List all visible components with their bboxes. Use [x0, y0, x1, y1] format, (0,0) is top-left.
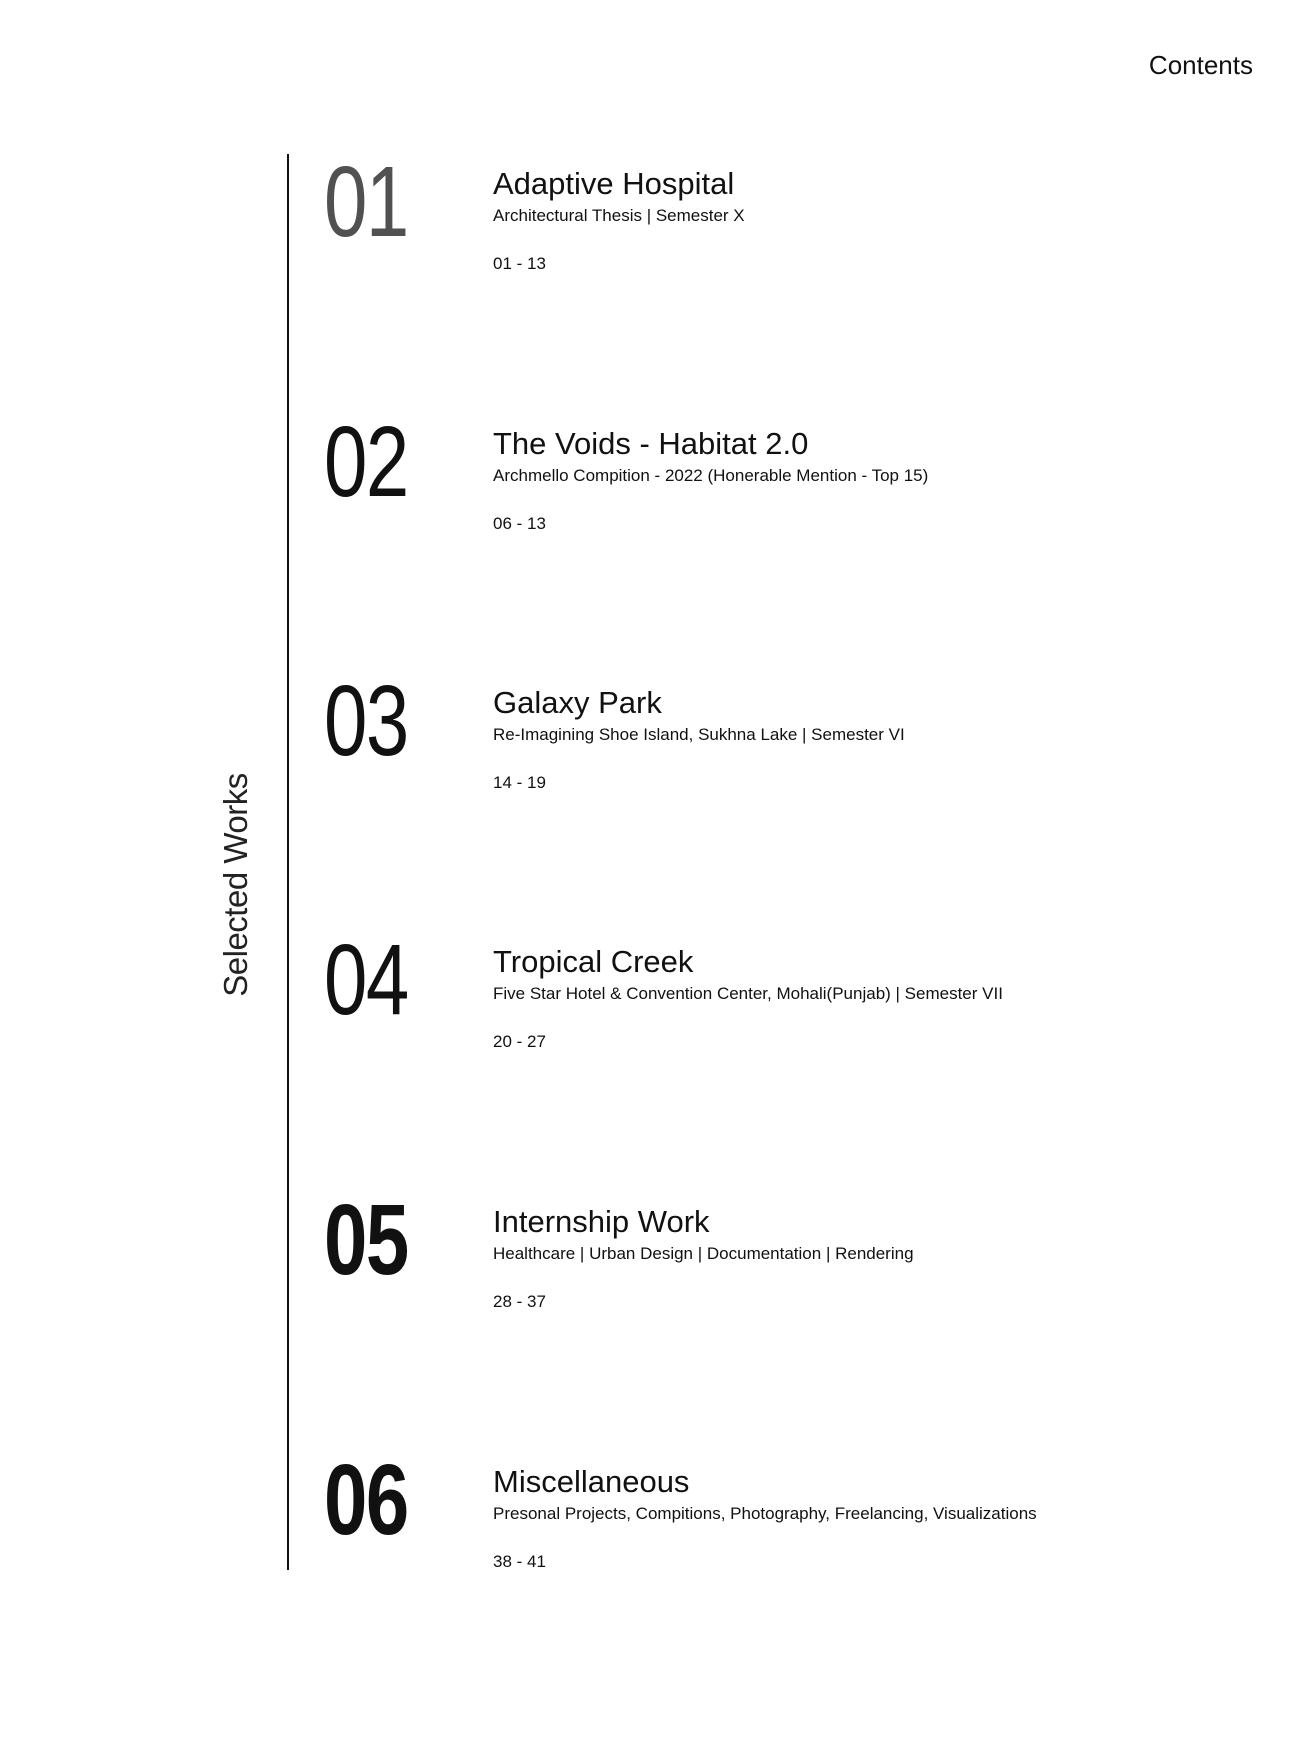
entry-number: 05	[324, 1184, 408, 1296]
side-label: Selected Works	[217, 773, 254, 997]
entry-number: 01	[324, 146, 408, 258]
page-heading: Contents	[1148, 50, 1253, 80]
entry-title: The Voids - Habitat 2.0	[493, 426, 809, 461]
entry-subtitle: Architectural Thesis | Semester X	[493, 206, 745, 225]
contents-entry-3[interactable]	[0, 665, 1315, 911]
entry-title: Internship Work	[493, 1204, 710, 1239]
contents-entry-6[interactable]	[0, 1444, 1315, 1690]
entry-subtitle: Archmello Compition - 2022 (Honerable Mention - Top 15)	[493, 466, 929, 485]
entry-pages: 01 - 13	[493, 254, 546, 273]
entry-subtitle: Re-Imagining Shoe Island, Sukhna Lake | Semester VI	[493, 725, 905, 744]
entry-subtitle: Presonal Projects, Compitions, Photography, Freelancing, Visualizations	[493, 1504, 1037, 1523]
contents-entry-1[interactable]	[0, 146, 1315, 392]
entry-pages: 28 - 37	[493, 1292, 546, 1311]
entry-subtitle: Five Star Hotel & Convention Center, Mohali(Punjab) | Semester VII	[493, 984, 1003, 1003]
entry-pages: 38 - 41	[493, 1552, 546, 1571]
entry-title: Galaxy Park	[493, 685, 662, 720]
entry-pages: 14 - 19	[493, 773, 546, 792]
entry-number: 03	[324, 665, 408, 777]
entry-title: Adaptive Hospital	[493, 166, 735, 201]
entry-number: 06	[324, 1444, 408, 1556]
contents-entry-4[interactable]	[0, 924, 1315, 1170]
entry-number: 02	[324, 406, 408, 518]
entry-number: 04	[324, 924, 408, 1036]
entry-pages: 20 - 27	[493, 1032, 546, 1051]
contents-entry-2[interactable]	[0, 406, 1315, 652]
contents-entry-5[interactable]	[0, 1184, 1315, 1430]
entry-title: Tropical Creek	[493, 944, 694, 979]
entry-title: Miscellaneous	[493, 1464, 690, 1499]
entry-pages: 06 - 13	[493, 514, 546, 533]
entry-subtitle: Healthcare | Urban Design | Documentation | Rendering	[493, 1244, 914, 1263]
